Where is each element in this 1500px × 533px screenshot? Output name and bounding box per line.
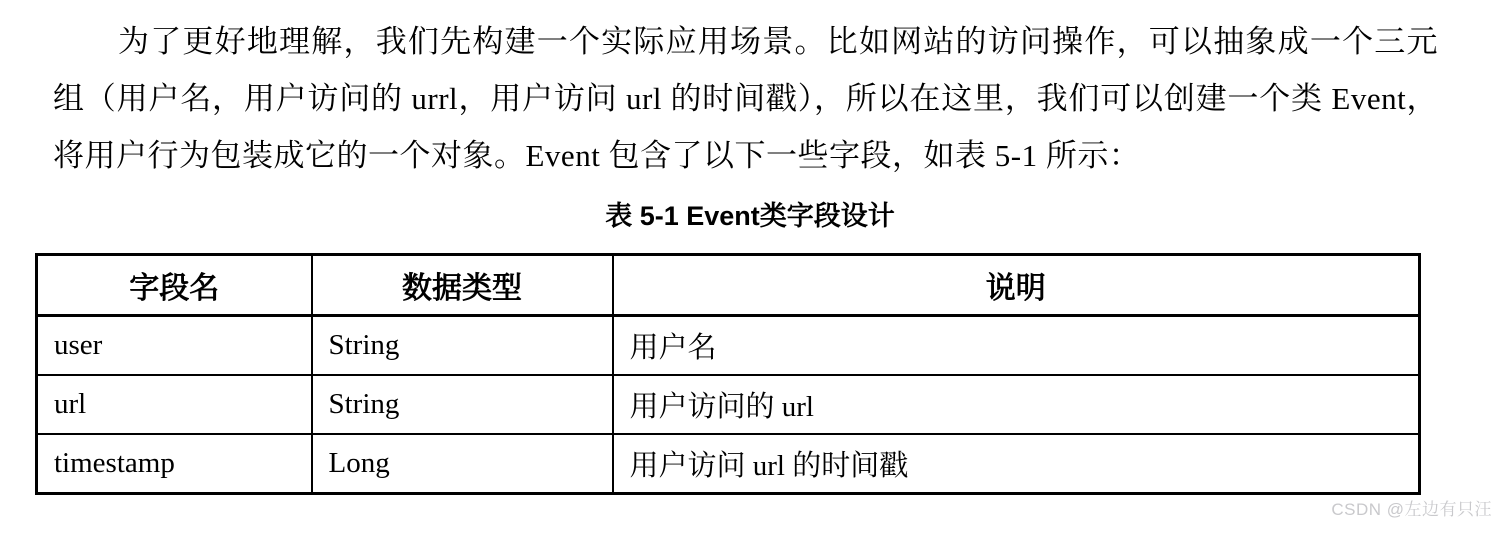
cell-field-name: timestamp	[37, 434, 312, 494]
cell-data-type: String	[312, 375, 613, 434]
cell-data-type: Long	[312, 434, 613, 494]
header-cell-description: 说明	[613, 255, 1420, 316]
table-row	[37, 316, 1420, 376]
table-header-row	[37, 255, 1420, 316]
cell-description: 用户访问的 url	[613, 375, 1420, 434]
intro-paragraph: 为了更好地理解，我们先构建一个实际应用场景。比如网站的访问操作，可以抽象成一个三元组（用户名，用户访问的 urrl，用户访问 url 的时间戳），所以在这里，我们可以创建一个类 Event，将用户行为包装成它的一个对象。Event 包含了以下一些字段，如表 5-1 所示：	[53, 24, 1438, 173]
header-cell-data-type: 数据类型	[312, 255, 613, 316]
cell-field-name: url	[37, 375, 312, 434]
event-fields-table	[35, 253, 1421, 495]
table-row	[37, 375, 1420, 434]
header-cell-field-name: 字段名	[37, 255, 312, 316]
cell-description: 用户访问 url 的时间戳	[613, 434, 1420, 494]
cell-description: 用户名	[613, 316, 1420, 376]
table-title: 表 5-1 Event类字段设计	[605, 201, 895, 231]
cell-data-type: String	[312, 316, 613, 376]
table-row	[37, 434, 1420, 494]
cell-field-name: user	[37, 316, 312, 376]
csdn-watermark: CSDN @左边有只汪	[1331, 500, 1492, 519]
